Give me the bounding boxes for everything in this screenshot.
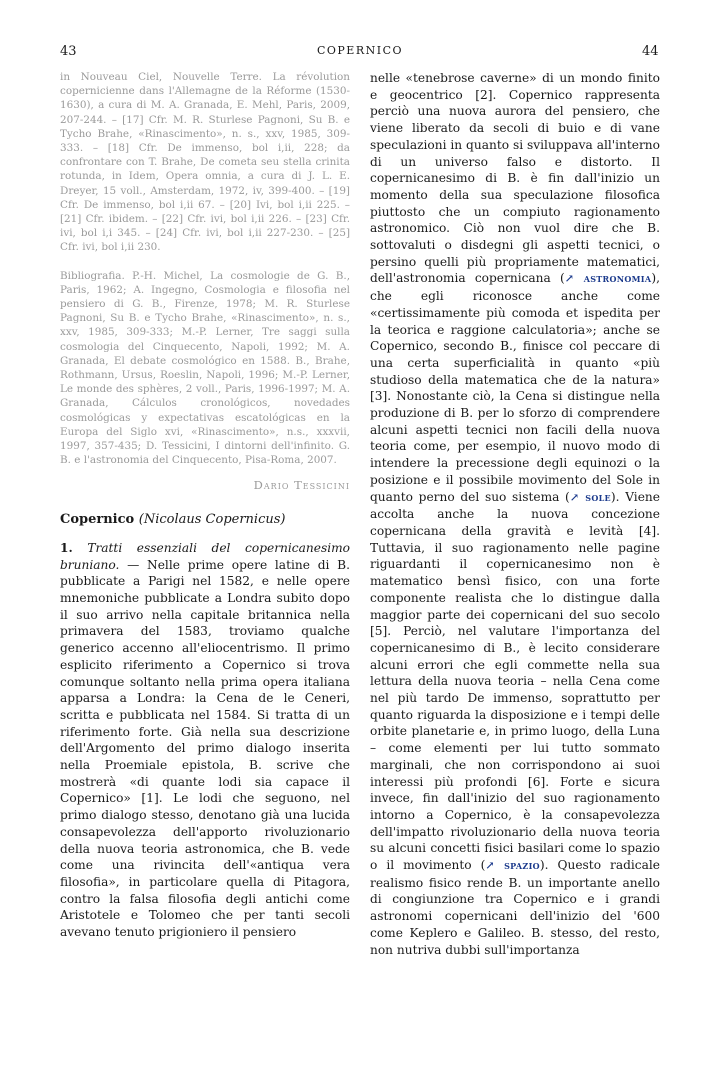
- text-part-d: ). Questo radicale realismo fisico rende B. un importante anello di congiunzione tra Copernico e i grandi astronomi copernicani dell'inizio del '600 come Keplero e Galileo. B. stesso, del resto, non nutriva dubbi sull'importanza: [370, 858, 661, 957]
- text-part-b: ), che egli riconosce anche come «certissimamente più comoda et ispedita per la teorica e raggione calculatoria»; anche se Copernico, secondo B., finisce col peccare di una certa superficialità in quanto «più studioso della matematica che de la natura» [3]. Nonostante ciò, la Cena si distingue nella produzione di B. per lo sforzo di comprendere alcuni aspetti tecnici non facili della nuova teoria come, per esempio, il nuovo modo di intendere la precessione degli equinozi o la posizione e il possibile movimento del Sole in quanto perno del suo sistema (: [370, 271, 660, 504]
- section-text: — Nelle prime opere latine di B. pubblicate a Parigi nel 1582, e nelle opere mnemoniche pubblicate a Londra subito dopo il suo arrivo nella capitale britannica nella primavera del 1583, troviamo qualche generico accenno all'eliocentrismo. Il primo esplicito riferimento a Copernico si trova comunque soltanto nella prima opera italiana apparsa a Londra: la Cena de le Ceneri, scritta e pubblicata nel 1584. Si tratta di un riferimento forte. Già nella sua descrizione dell'Argomento del primo dialogo inserita nella Proemiale epistola, B. scrive che mostrerà «di quante lodi sia capace il Copernico» [1]. Le lodi che seguono, nel primo dialogo stesso, denotano già una lucida consapevolezza dell'apporto rivoluzionario della nuova teoria astronomica, che B. vede come una rivincita dell'«antiqua vera filosofia», in particolare quella di Pitagora, contro la falsa filosofia degli antichi come Aristotele e Tolomeo che per tanti secoli avevano tenuto prigioniero il pensiero: [60, 557, 350, 940]
- text-part-a: nelle «tenebrose caverne» di un mondo finito e geocentrico [2]. Copernico rappresenta perciò una nuova aurora del pensiero, che viene liberato da secoli di buio e di vane speculazioni in quanto si sviluppava all'interno di un universo falso e distorto. Il copernicanesimo di B. è fin dall'inizio un momento della sua speculazione filosofica piuttosto che un compiuto ragionamento astronomico. Ciò non vuol dire che B. sottovaluti o disdegni gli aspetti tecnici, o persino quelli più propriamente matematici, dell'astronomia copernicana (: [370, 71, 660, 286]
- entry-title: Copernico: [60, 511, 135, 527]
- section-1-paragraph: [60, 540, 350, 941]
- entry-body-right: [370, 70, 660, 958]
- continued-paragraph: [370, 70, 660, 958]
- article-author: Dario Tessicini: [253, 477, 350, 492]
- right-column: [370, 70, 660, 958]
- cross-ref-sole[interactable]: ↗ sole: [569, 490, 611, 504]
- cross-ref-astronomia[interactable]: ↗ astronomia: [564, 272, 652, 286]
- entry-body-left: [60, 540, 350, 941]
- bibliography: Bibliografia. P.-H. Michel, La cosmologie de G. B., Paris, 1962; A. Ingegno, Cosmologia e filosofia nel pensiero di G. B., Firenze, 1978; M. R. Sturlese Pagnoni, Su B. e Tycho Brahe, «Rinascimento», n. s., xxv, 1985, 309-333; M.-P. Lerner, Tre saggi sulla cosmologia del Cinquecento, Napoli, 1992; M. A. Granada, El debate cosmológico en 1588. B., Brahe, Rothmann, Ursus, Roeslin, Napoli, 1996; M.-P. Lerner, Le monde des sphères, 2 voll., Paris, 1996-1997; M. A. Granada, Cálculos cronológicos, novedades cosmológicas y expectativas escatológicas en la Europa del Siglo xvi, «Rinascimento», n.s., xxxvii, 1997, 357-435; D. Tessicini, I dintorni dell'infinito. G. B. e l'astronomia del Cinquecento, Pisa-Roma, 2007.: [60, 269, 350, 467]
- page-number-left: 43: [60, 44, 77, 59]
- section-title: Tratti essenziali del copernicanesimo bruniano.: [60, 540, 350, 572]
- cross-ref-spazio[interactable]: ↗ spazio: [485, 859, 540, 873]
- running-title: COPERNICO: [316, 44, 404, 57]
- text-part-c: ). Viene accolta anche la nuova concezione copernicana della gravità e levità [4]. Tuttavia, il suo ragionamento nelle pagine riguardanti il copernicanesimo non è matematico bensì fisico, con una forte componente realista che lo distingue dalla maggior parte dei copernicani del suo secolo [5]. Perciò, nel valutare l'importanza del copernicanesimo di B., è lecito considerare alcuni errori che egli commette nella sua lettura della nuova teoria – nella Cena come nel più tardo De immenso, soprattutto per quanto riguarda la disposizione e i tempi delle orbite planetarie e, in primo luogo, della Luna – come elementi per lui tutto sommato marginali, che non corrispondono ai suoi interessi più profondi [6]. Forte e sicura invece, fin dall'inizio del suo ragionamento intorno a Copernico, è la consapevolezza dell'impatto rivoluzionario della nuova teoria su alcuni concetti fisici basilari come lo spazio o il movimento (: [370, 489, 660, 873]
- entry-heading: [60, 512, 350, 527]
- section-number: 1.: [60, 540, 73, 555]
- left-column: [60, 70, 350, 941]
- entry-title-latin: (Nicolaus Copernicus): [138, 511, 286, 527]
- footnotes: in Nouveau Ciel, Nouvelle Terre. La révolution copernicienne dans l'Allemagne de la Réforme (1530-1630), a cura di M. A. Granada, E. Mehl, Paris, 2009, 207-244. – [17] Cfr. M. R. Sturlese Pagnoni, Su B. e Tycho Brahe, «Rinascimento», n. s., xxv, 1985, 309-333. – [18] Cfr. De immenso, bol i,ii, 228; da confrontare con T. Brahe, De cometa seu stella crinita rotunda, in Idem, Opera omnia, a cura di J. L. E. Dreyer, 15 voll., Amsterdam, 1972, iv, 399-400. – [19] Cfr. De immenso, bol i,ii 67. – [20] Ivi, bol i,ii 225. – [21] Cfr. ibidem. – [22] Cfr. ivi, bol i,ii 226. – [23] Cfr. ivi, bol i,i 345. – [24] Cfr. ivi, bol i,ii 227-230. – [25] Cfr. ivi, bol i,ii 230.: [60, 71, 350, 254]
- page-number-right: 44: [642, 44, 659, 59]
